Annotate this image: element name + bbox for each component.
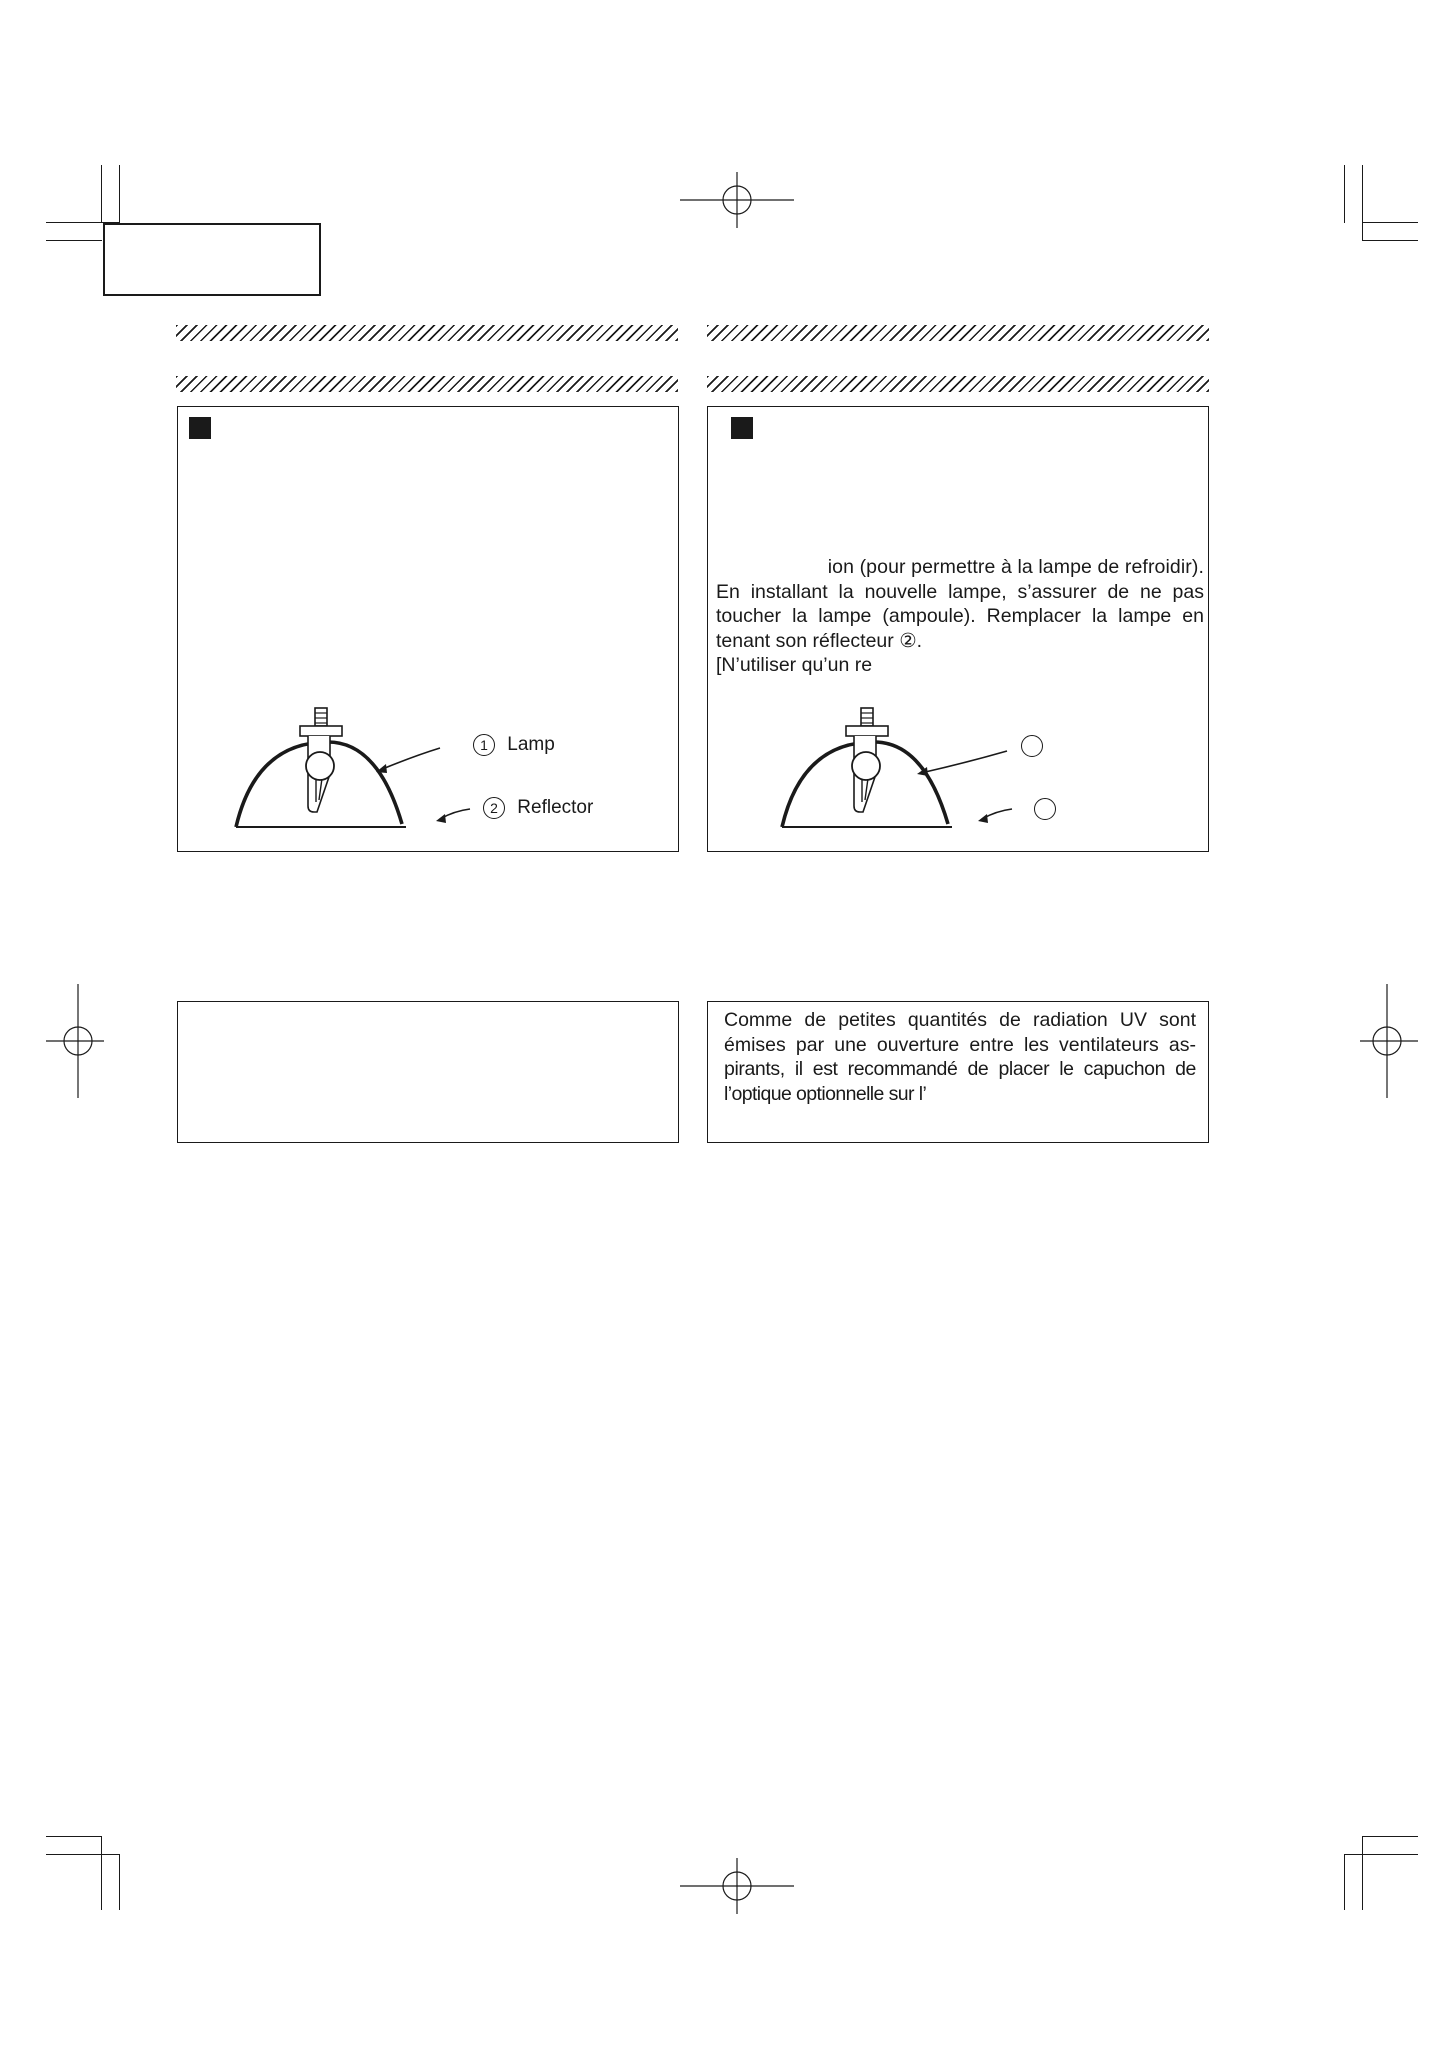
section-marker-square <box>189 417 211 439</box>
lamp-pointer-arrow <box>915 747 1011 783</box>
lamp-replacement-instructions <box>716 555 1204 678</box>
registration-mark-bottom-center <box>680 1858 794 1914</box>
hatch-bar-left-bottom <box>176 376 678 392</box>
uv-note-line-1: Comme de petites quantités de radiation UV sont <box>724 1009 1196 1031</box>
hatch-bar-right-bottom <box>707 376 1209 392</box>
instruction-line-1: ion (pour permettre à la lampe de refroidir). <box>827 556 1204 578</box>
reflector-label <box>483 797 593 819</box>
right-lamp-panel <box>707 406 1209 852</box>
uv-radiation-note-box <box>707 1001 1209 1143</box>
reflector-label-text: Reflector <box>517 797 594 819</box>
instruction-line-4: tenant son réflecteur ②. <box>716 629 923 652</box>
instruction-line-3: toucher la lampe (ampoule). Remplacer la lampe en <box>716 605 1204 627</box>
uv-note-line-2: émises par une ouverture entre les ventilateurs as- <box>724 1033 1196 1056</box>
hatch-bar-left-top <box>176 325 678 341</box>
lamp-pointer-arrow <box>374 744 444 784</box>
lamp-label-text: Lamp <box>507 734 555 756</box>
lamp-number-circle: 1 <box>473 734 495 756</box>
hatch-bar-right-top <box>707 325 1209 341</box>
registration-mark-top-center <box>680 172 794 228</box>
lamp-label <box>473 734 555 756</box>
left-note-box <box>177 1001 679 1143</box>
instruction-line-2: En installant la nouvelle lampe, s’assurer de ne pas <box>716 580 1204 603</box>
lamp-number-circle-empty <box>1021 735 1043 757</box>
section-tag-box <box>103 223 321 296</box>
reflector-number-circle: 2 <box>483 797 505 819</box>
reflector-pointer-arrow <box>976 807 1016 827</box>
reflector-pointer-arrow <box>434 807 474 827</box>
registration-mark-left-middle <box>46 984 104 1098</box>
left-lamp-panel <box>177 406 679 852</box>
uv-note-line-4: l’optique optionnelle sur l’ <box>724 1082 927 1105</box>
uv-note-line-3: pirants, il est recommandé de placer le capuchon de <box>724 1058 1196 1080</box>
instruction-line-5: [N’utiliser qu’un re <box>716 654 873 676</box>
registration-mark-right-middle <box>1360 984 1418 1098</box>
section-marker-square <box>731 417 753 439</box>
uv-radiation-note-text <box>724 1008 1196 1106</box>
reflector-number-circle-empty <box>1034 798 1056 820</box>
